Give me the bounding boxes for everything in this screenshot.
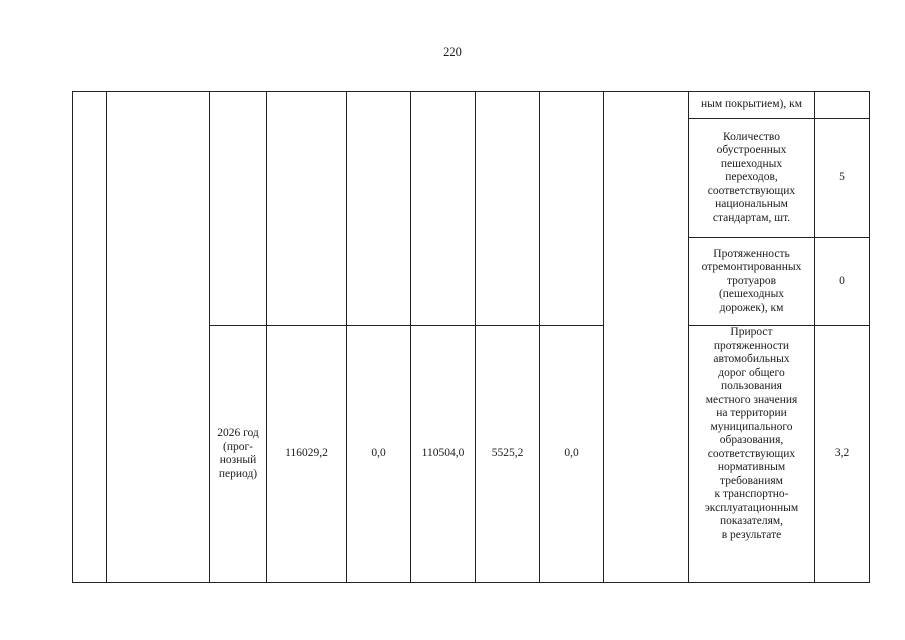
page-number: 220 bbox=[443, 45, 462, 59]
indicator-value: 3,2 bbox=[815, 326, 870, 583]
federal-cell-prev bbox=[347, 92, 411, 326]
program-financing-table bbox=[72, 91, 870, 583]
local-cell-prev bbox=[476, 92, 540, 326]
local-amount-cell: 5525,2 bbox=[476, 326, 540, 583]
indicator-name: Прирост протяженности автомобильных дорог общего пользования местного значения на территории муниципального образования, соответствующих нормативным требованиям к транспортно- эксплуатационным показателям, в результате bbox=[689, 326, 815, 583]
table-row bbox=[73, 92, 870, 119]
indicator-name: Количество обустроенных пешеходных переходов, соответствующих национальным стандартам, шт. bbox=[689, 119, 815, 238]
indicator-value: 0 bbox=[815, 238, 870, 326]
indicator-name: Протяженность отремонтированных тротуаров (пешеходных дорожек), км bbox=[689, 238, 815, 326]
period-cell: 2026 год (прог- нозный период) bbox=[210, 326, 267, 583]
total-amount-cell: 116029,2 bbox=[267, 326, 347, 583]
period-cell-prev bbox=[210, 92, 267, 326]
regional-amount-cell: 110504,0 bbox=[411, 326, 476, 583]
other-amount-cell: 0,0 bbox=[540, 326, 604, 583]
number-cell bbox=[73, 92, 107, 583]
responsible-cell bbox=[604, 92, 689, 583]
total-cell-prev bbox=[267, 92, 347, 326]
other-cell-prev bbox=[540, 92, 604, 326]
federal-amount-cell: 0,0 bbox=[347, 326, 411, 583]
indicator-value bbox=[815, 92, 870, 119]
activity-name-cell bbox=[107, 92, 210, 583]
indicator-name: ным покрытием), км bbox=[689, 92, 815, 119]
regional-cell-prev bbox=[411, 92, 476, 326]
indicator-value: 5 bbox=[815, 119, 870, 238]
